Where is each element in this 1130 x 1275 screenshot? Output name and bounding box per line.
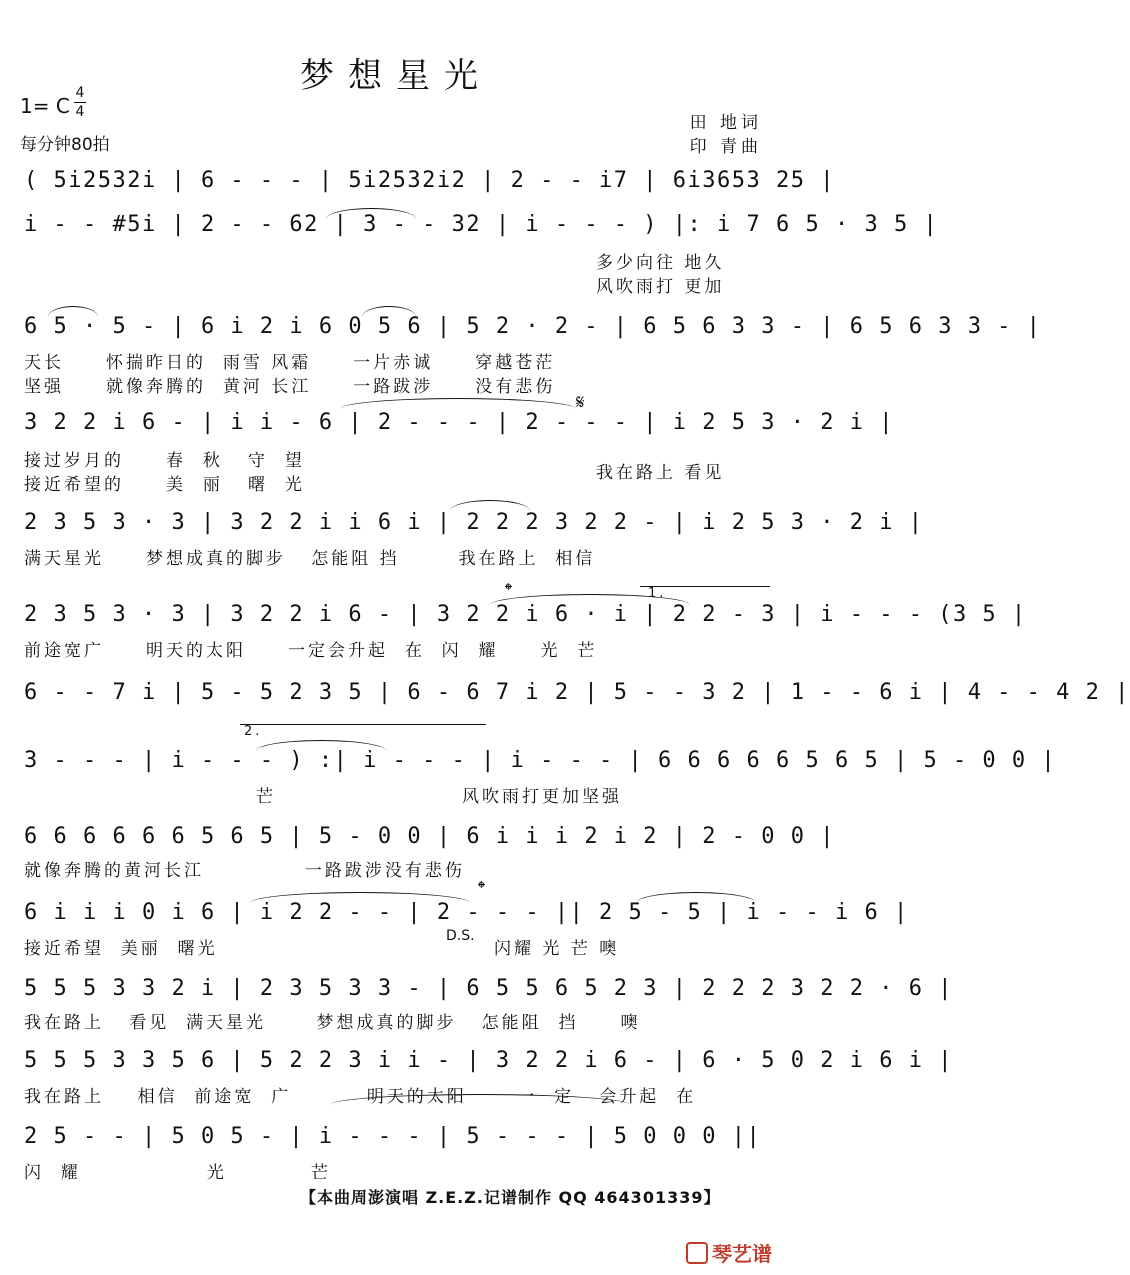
segno-sign: 𝄋 — [576, 390, 585, 414]
time-bottom: 4 — [75, 104, 85, 120]
key-signature: 1= C — [20, 94, 70, 118]
lyric-row-3-verse-2: 坚强 就像奔腾的 黄河 长江 一路跋涉 没有悲伤 — [24, 377, 556, 397]
lyric-row-4-chorus: 我在路上 看见 — [596, 463, 725, 483]
notation-row-9: 6 6 6 6 6 6 5 6 5 | 5 - 0 0 | 6 i i i 2 i 2 | 2 - 0 0 | — [24, 824, 835, 849]
notation-row-2: i - - #5i | 2 - - 62 | 3 - - 32 | i - - - ) |: i 7 6 5 · 3 5 | — [24, 212, 939, 237]
lyric-row-8: 风吹雨打更加坚强 — [462, 787, 622, 807]
notation-row-1: ( 5i2532i | 6 - - - | 5i2532i2 | 2 - - i7 | 6i3653 25 | — [24, 168, 835, 193]
lyric-row-2-verse-2: 风吹雨打 更加 — [596, 277, 725, 297]
tie-arc — [340, 398, 576, 409]
tie-arc — [636, 892, 756, 903]
slur-arc — [48, 306, 98, 317]
logo-text: 琴艺谱 — [712, 1242, 772, 1266]
site-logo — [686, 1238, 772, 1267]
lyric-row-3-verse-1: 天长 怀揣昨日的 雨雪 风霜 一片赤诚 穿越苍茫 — [24, 353, 556, 373]
volta-bracket-2 — [240, 724, 486, 725]
logo-icon — [686, 1242, 708, 1264]
lyric-row-5: 满天星光 梦想成真的脚步 怎能阻 挡 我在路上 相信 — [24, 549, 596, 569]
lyric-row-6: 前途宽广 明天的太阳 一定会升起 在 闪 耀 光 芒 — [24, 641, 598, 661]
notation-row-12: 5 5 5 3 3 5 6 | 5 2 2 3 i i - | 3 2 2 i 6 - | 6 · 5 0 2 i 6 i | — [24, 1048, 953, 1073]
volta-label-2: 2. — [244, 724, 263, 739]
time-top: 4 — [75, 85, 85, 101]
coda-sign: 𝄌 — [478, 876, 485, 900]
notation-row-3: 6 5 · 5 - | 6 i 2 i 6 0 5 6 | 5 2 · 2 - | 6 5 6 3 3 - | 6 5 6 3 3 - | — [24, 314, 1042, 339]
slur-arc — [450, 500, 530, 511]
notation-row-10: 6 i i i 0 i 6 | i 2 2 - - | 2 - - - || 2 5 - 5 | i - - i 6 | — [24, 900, 909, 925]
lyric-row-10-coda: 闪耀 光 芒 噢 — [494, 939, 620, 959]
tie-arc — [326, 208, 416, 219]
lyric-row-10: 接近希望 美丽 曙光 — [24, 939, 218, 959]
song-title: 梦想星光 — [300, 56, 492, 96]
time-divider — [74, 102, 86, 103]
ds-marking: D.S. — [446, 928, 475, 944]
volta-label-1: 1. — [648, 586, 667, 601]
slur-arc — [362, 306, 416, 317]
lyric-row-9: 就像奔腾的黄河长江 一路跋涉没有悲伤 — [24, 861, 465, 881]
lyric-row-11: 我在路上 看见 满天星光 梦想成真的脚步 怎能阻 挡 噢 — [24, 1013, 641, 1033]
lyric-row-13: 闪 耀 光 芒 — [24, 1163, 331, 1183]
notation-row-13: 2 5 - - | 5 0 5 - | i - - - | 5 - - - | 5 0 0 0 || — [24, 1124, 762, 1149]
tie-arc — [250, 892, 470, 903]
tie-arc — [256, 740, 386, 751]
lyric-row-4-verse-1: 接过岁月的 春 秋 守 望 — [24, 451, 305, 471]
notation-row-8: 3 - - - | i - - - ) :| i - - - | i - - - | 6 6 6 6 6 5 6 5 | 5 - 0 0 | — [24, 748, 1057, 773]
notation-row-4: 3 2 2 i 6 - | i i - 6 | 2 - - - | 2 - - - | i 2 5 3 · 2 i | — [24, 410, 894, 435]
lyric-row-4-verse-2: 接近希望的 美 丽 曙 光 — [24, 475, 305, 495]
composer-credit: 印 青曲 — [689, 137, 762, 157]
lyricist-credit: 田 地词 — [689, 113, 762, 133]
notation-row-5: 2 3 5 3 · 3 | 3 2 2 i i 6 i | 2 2 2 3 2 2 - | i 2 5 3 · 2 i | — [24, 510, 924, 535]
lyric-row-8-end: 芒 — [256, 787, 276, 807]
footer-credit: 【本曲周澎演唱 Z.E.Z.记谱制作 QQ 464301339】 — [300, 1188, 721, 1207]
notation-row-11: 5 5 5 3 3 2 i | 2 3 5 3 3 - | 6 5 5 6 5 2 3 | 2 2 2 3 2 2 · 6 | — [24, 976, 953, 1001]
lyric-row-12: 我在路上 相信 前途宽 广 明天的太阳 一 定 会升起 在 — [24, 1087, 697, 1107]
lyric-row-2-verse-1: 多少向往 地久 — [596, 253, 725, 273]
notation-row-6: 2 3 5 3 · 3 | 3 2 2 i 6 - | 3 2 2 i 6 · i | 2 2 - 3 | i - - - (3 5 | — [24, 602, 1027, 627]
notation-row-7: 6 - - 7 i | 5 - 5 2 3 5 | 6 - 6 7 i 2 | 5 - - 3 2 | 1 - - 6 i | 4 - - 4 2 | — [24, 680, 1130, 705]
tempo-marking: 每分钟80拍 — [20, 135, 110, 155]
time-signature — [74, 86, 86, 119]
coda-sign: 𝄌 — [505, 578, 512, 602]
